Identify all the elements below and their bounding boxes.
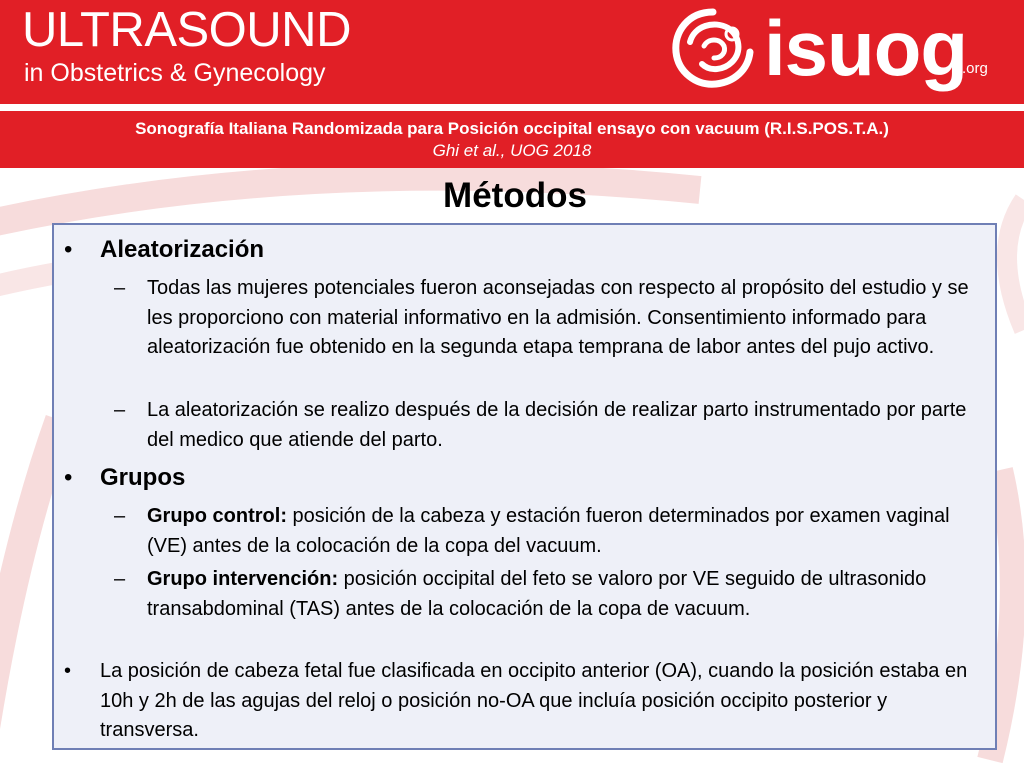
bullet-mark: • <box>64 660 72 682</box>
section-heading: Grupos <box>100 464 186 491</box>
group-description: posición de la cabeza y estación fueron determinados por examen vaginal (VE) antes de la colocación de la copa del vacuum. <box>147 505 950 557</box>
list-item-text <box>147 502 987 561</box>
list-item-text <box>147 565 987 624</box>
study-citation: Ghi et al., UOG 2018 <box>432 141 592 160</box>
dash-mark: – <box>114 505 126 527</box>
bullet-mark: • <box>64 464 73 491</box>
group-description: posición occipital del feto se valoro por VE seguido de ultrasonido transabdominal (TAS) antes de la colocación de la copa de vacuum. <box>147 568 927 620</box>
list-item-text: La aleatorización se realizo después de la decisión de realizar parto instrumentado por parte del medico que atiende del parto. <box>147 399 967 451</box>
study-title: Sonografía Italiana Randomizada para Posición occipital ensayo con vacuum (R.I.S.POS.T.A.) <box>135 119 889 138</box>
list-item-text: Todas las mujeres potenciales fueron aconsejadas con respecto al propósito del estudio y se les proporciono con material informativo en la admisión. Consentimiento informado para aleatorización fue obtenido en la segunda etapa temprana de labor antes del pujo activo. <box>147 277 969 358</box>
dash-mark: – <box>114 277 126 299</box>
isuog-logo-wordmark: isuog <box>764 4 967 92</box>
isuog-logo-suffix: .org <box>962 60 988 77</box>
slide-title: Métodos <box>443 176 587 215</box>
journal-subtitle: in Obstetrics & Gynecology <box>24 59 326 87</box>
classification-text: La posición de cabeza fetal fue clasificada en occipito anterior (OA), cuando la posición estaba en 10h y 2h de las agujas del reloj o posición no-OA que incluía posición occipito posterior y transversa. <box>100 660 968 741</box>
dash-mark: – <box>114 568 126 590</box>
journal-title: ULTRASOUND <box>22 3 351 57</box>
isuog-fetus-logo-icon <box>668 6 758 90</box>
journal-header-banner <box>0 0 1024 104</box>
group-label: Grupo intervención: <box>147 568 339 590</box>
group-label: Grupo control: <box>147 505 287 527</box>
dash-mark: – <box>114 399 126 421</box>
section-heading: Aleatorización <box>100 236 265 263</box>
bullet-mark: • <box>64 236 73 263</box>
study-title-band <box>0 111 1024 168</box>
methods-content-box <box>52 223 997 750</box>
